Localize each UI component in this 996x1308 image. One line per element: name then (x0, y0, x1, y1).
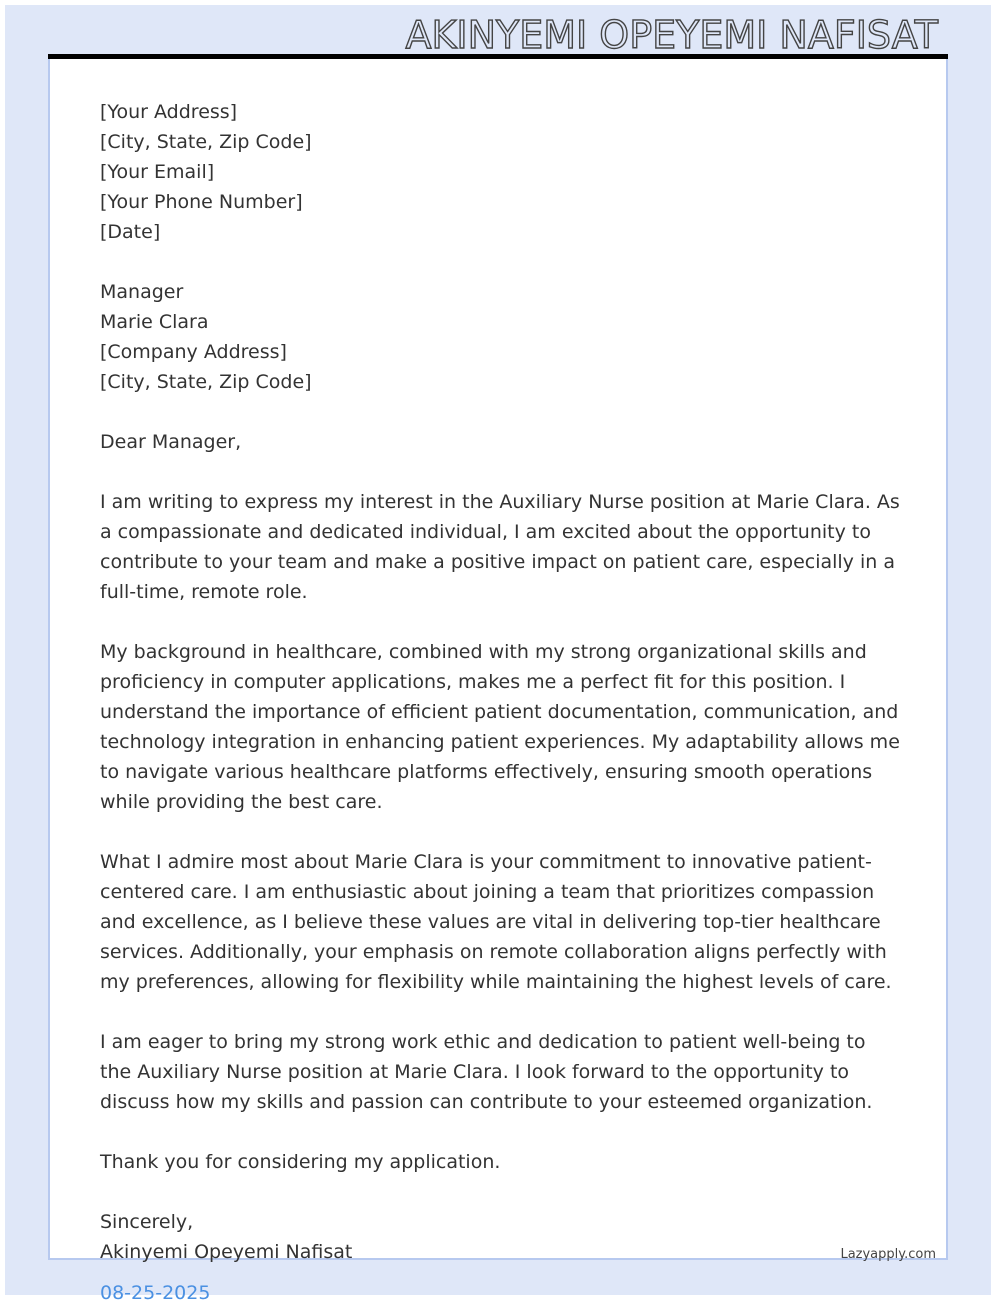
sender-phone: [Your Phone Number] (100, 191, 303, 213)
body-paragraph-4: I am eager to bring my strong work ethic and dedication to patient well-being to the Auxiliary Nurse position at Marie Clara. I look forward to the opportunity to discuss how my skills and passion can contribute to your esteemed organization. (100, 1031, 873, 1113)
sender-address: [Your Address] (100, 101, 238, 123)
signature-name: Akinyemi Opeyemi Nafisat (100, 1241, 353, 1263)
body-paragraph-2: My background in healthcare, combined with my strong organizational skills and proficiency in computer applications, makes me a perfect fit for this position. I understand the importance of efficient patient documentation, communication, and technology integration in enhancing patient experiences. My adaptability allows me to navigate various healthcare platforms effectively, ensuring smooth operations while providing the best care. (100, 641, 900, 813)
recipient-company: Marie Clara (100, 311, 209, 333)
recipient-address: [Company Address] (100, 341, 287, 363)
sender-date: [Date] (100, 221, 161, 243)
footer-date: 08-25-2025 (100, 1282, 211, 1304)
applicant-name-header: AKINYEMI OPEYEMI NAFISAT (405, 13, 938, 57)
letter-body (100, 97, 900, 1267)
closing-thanks: Thank you for considering my application. (100, 1151, 501, 1173)
body-paragraph-3: What I admire most about Marie Clara is your commitment to innovative patient-centered care. I am enthusiastic about joining a team that prioritizes compassion and excellence, as I believe these values are vital in delivering top-tier healthcare services. Additionally, your emphasis on remote collaboration aligns perfectly with my preferences, allowing for flexibility while maintaining the highest levels of care. (100, 851, 892, 993)
brand-watermark: Lazyapply.com (840, 1247, 936, 1262)
recipient-city-state-zip: [City, State, Zip Code] (100, 371, 312, 393)
body-paragraph-1: I am writing to express my interest in the Auxiliary Nurse position at Marie Clara. As a compassionate and dedicated individual, I am excited about the opportunity to contribute to your team and make a positive impact on patient care, especially in a full-time, remote role. (100, 491, 900, 603)
recipient-title: Manager (100, 281, 184, 303)
sender-city-state-zip: [City, State, Zip Code] (100, 131, 312, 153)
sender-email: [Your Email] (100, 161, 215, 183)
signoff: Sincerely, (100, 1211, 194, 1233)
salutation: Dear Manager, (100, 431, 242, 453)
